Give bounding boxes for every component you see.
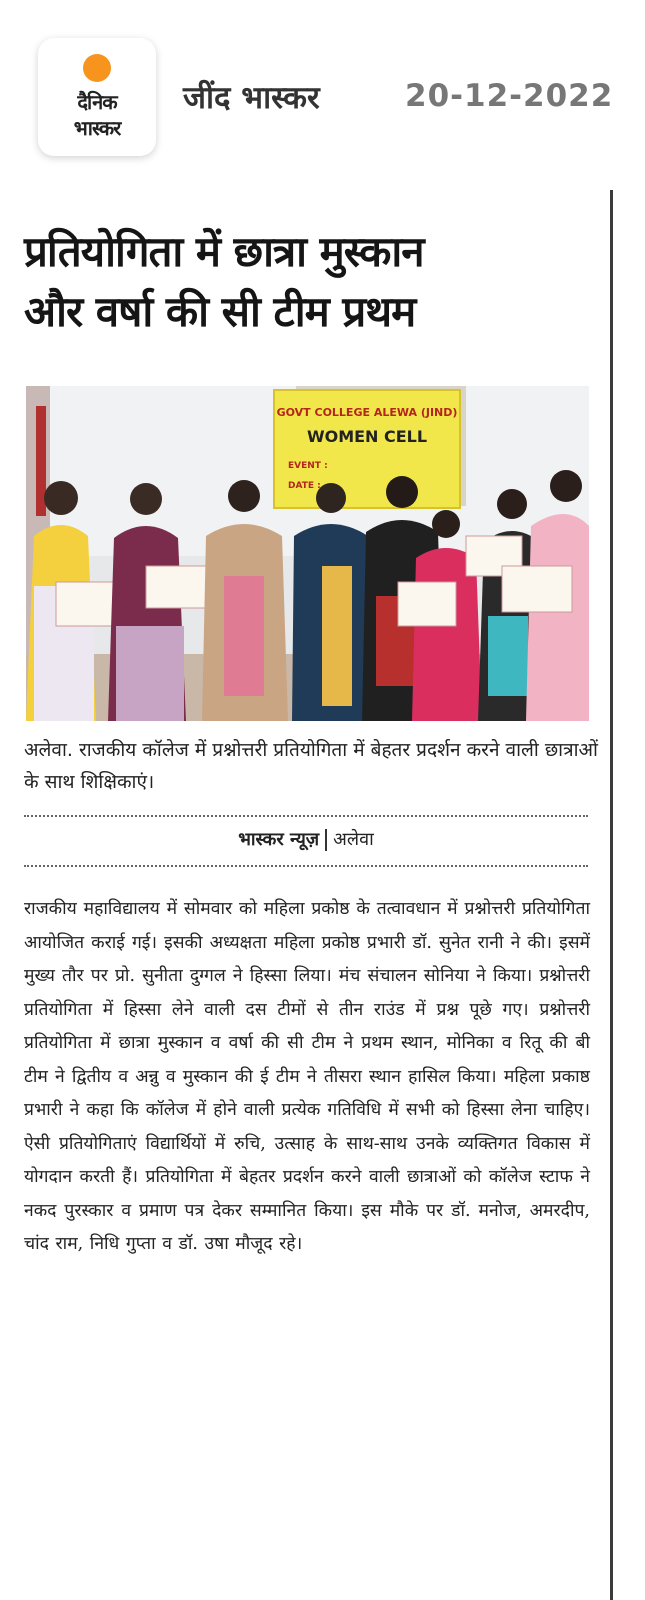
logo-line2: भास्कर	[73, 116, 121, 140]
dotted-divider-top	[24, 815, 588, 817]
photo-caption: अलेवा. राजकीय कॉलेज में प्रश्नोत्तरी प्रतियोगिता में बेहतर प्रदर्शन करने वाली छात्राओं के साथ शिक्षिकाएं।	[24, 739, 598, 793]
article-body: राजकीय महाविद्यालय में सोमवार को महिला प्रकोष्ठ के तत्वावधान में प्रश्नोत्तरी प्रतियोगिता आयोजित कराई गई। इसकी अध्यक्षता महिला प्रकोष्ठ प्रभारी डॉ. सुनेत रानी ने की। इसमें मुख्य तौर पर प्रो. सुनीता दुग्गल ने हिस्सा लिया। मंच संचालन सोनिया ने किया। प्रश्नोत्तरी प्रतियोगिता में हिस्सा लेने वाली दस टीमों से तीन राउंड में प्रश्न पूछे गए। प्रश्नोत्तरी प्रतियोगिता में छात्रा मुस्कान व वर्षा की सी टीम ने प्रथम स्थान, मोनिका व रितू की बी टीम ने द्वितीय व अन्नु व मुस्कान की ई टीम ने तीसरा स्थान हासिल किया। महिला प्रकाष्ठ प्रभारी ने कहा कि कॉलेज में होने वाली प्रत्येक गतिविधि में सभी को हिस्सा लेना चाहिए। ऐसी प्रतियोगिताएं विद्यार्थियों में रुचि, उत्साह के साथ-साथ उनके व्यक्तिगत विकास में योगदान करती हैं। प्रतियोगिता में बेहतर प्रदर्शन करने वाली छात्राओं को कॉलेज स्टाफ ने नकद पुरस्कार व प्रमाण पत्र देकर सम्मानित किया। इस मौके पर डॉ. मनोज, अमरदीप, चांद राम, निधि गुप्ता व डॉ. उषा मौजूद रहे।	[24, 899, 590, 1254]
dainik-bhaskar-logo[interactable]	[38, 38, 156, 156]
banner-date-label: DATE :	[288, 481, 321, 491]
masthead	[0, 0, 645, 190]
byline-source: भास्कर न्यूज़	[238, 829, 320, 850]
edition-date: 20-12-2022	[405, 78, 614, 114]
byline-place: अलेवा	[333, 829, 374, 850]
news-photo[interactable]	[26, 386, 589, 721]
edition-name: जींद भास्कर	[183, 80, 320, 116]
banner-event-label: EVENT :	[288, 461, 328, 471]
photo-illustration	[26, 386, 589, 721]
logo-line1: दैनिक	[77, 90, 117, 114]
sun-icon	[83, 54, 111, 82]
column-divider	[610, 190, 613, 1600]
banner-line1: GOVT COLLEGE ALEWA (JIND)	[276, 406, 458, 419]
headline	[24, 222, 604, 342]
banner-line2: WOMEN CELL	[306, 427, 428, 446]
headline-line2: और वर्षा की सी टीम प्रथम	[24, 287, 416, 336]
byline-separator	[325, 829, 327, 851]
dotted-divider-bottom	[24, 865, 588, 867]
headline-line1: प्रतियोगिता में छात्रा मुस्कान	[24, 227, 424, 276]
byline	[24, 827, 588, 851]
